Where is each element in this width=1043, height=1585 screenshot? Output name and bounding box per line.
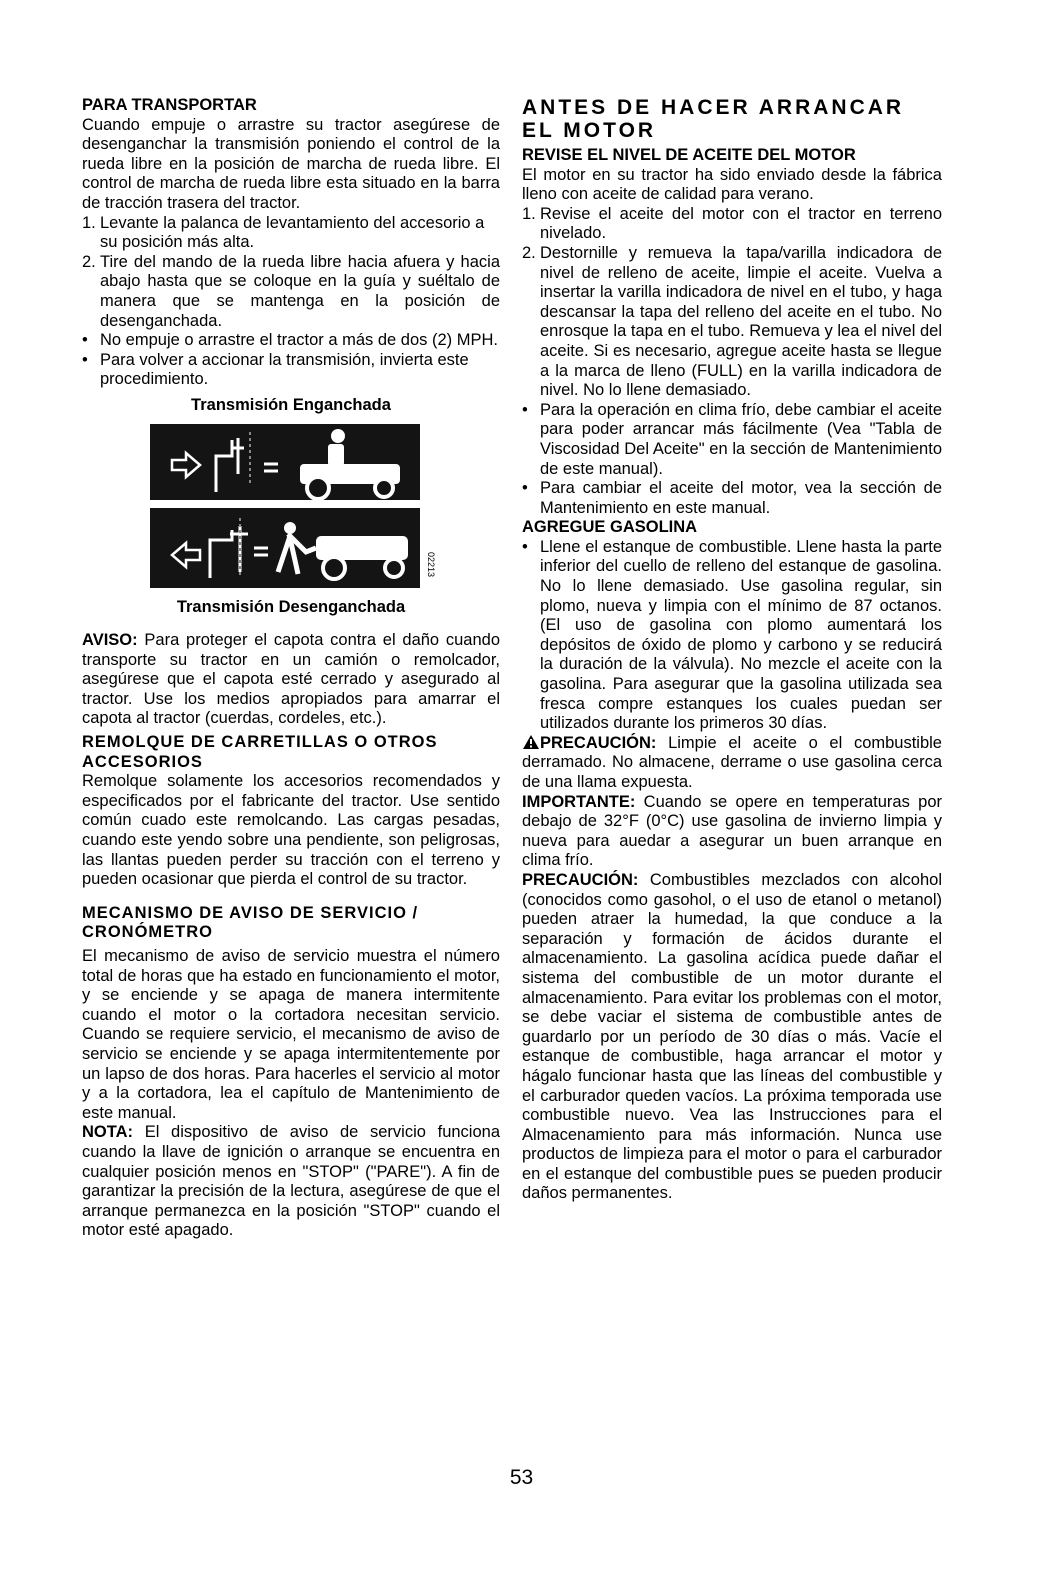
bullet-2 [522, 479, 942, 518]
remolque-heading: REMOLQUE DE CARRETILLAS O OTROS ACCESORIOS [82, 733, 438, 771]
bullet-text: Para volver a accionar la transmisión, invierta este procedimiento. [100, 350, 469, 389]
precaucion-1-label: PRECAUCIÓN: [540, 733, 657, 752]
importante-label: IMPORTANTE: [522, 792, 636, 811]
remolque-text: Remolque solamente los accesorios recomendados y especificados por el fabricante del tractor. Use sentido común cuado este remolcando. Las cargas pesadas, cuando este yendo sobre una pendiente, son peligrosas, las llantas pueden perder su tracción con el terreno y pueden ocasionar que pierda el control de su tractor. [82, 772, 500, 889]
precaucion-2-label: PRECAUCIÓN: [522, 870, 639, 889]
transmission-diagram [150, 422, 436, 594]
step-1 [82, 214, 500, 253]
page-number: 53 [509, 1466, 534, 1489]
bullet-marker: • [522, 400, 528, 419]
nota-paragraph [82, 1123, 500, 1241]
revise-heading: REVISE EL NIVEL DE ACEITE DEL MOTOR [522, 146, 856, 164]
importante-paragraph [522, 793, 942, 871]
warning-icon [522, 734, 540, 750]
mecanismo-heading: MECANISMO DE AVISO DE SERVICIO / CRONÓMETRO [82, 903, 419, 942]
step-2 [82, 253, 500, 331]
bullet-marker: • [522, 479, 528, 498]
step-1 [522, 205, 942, 244]
step-text: Levante la palanca de levantamiento del accesorio a su posición más alta. [100, 213, 485, 252]
aviso-label: AVISO: [82, 631, 138, 650]
bullet-text: No empuje o arrastre el tractor a más de dos (2) MPH. [100, 331, 498, 350]
step-text: Destornille y remueva la tapa/varilla indicadora de nivel de relleno de aceite, limpie el aceite. Vuelva a insertar la varilla indicadora de nivel en el tubo, y haga descansar la tapa del relleno del aceite en el tubo. No enrosque la tapa en el tubo. Remueva y lea el nivel del aceite. Si es necesario, agregue aceite hasta se llegue a la marca de lleno (FULL) en la varilla indicadora de nivel. No lo llene demasiado. [540, 243, 942, 400]
bullet-3 [522, 538, 942, 734]
aviso-paragraph [82, 631, 500, 729]
nota-label: NOTA: [82, 1123, 134, 1142]
precaucion-1-text: Limpie el aceite o el combustible derramado. No almacene, derrame o use gasolina cerca de una llama expuesta. [522, 733, 942, 791]
step-marker: 2. [522, 243, 536, 262]
engaged-panel [150, 424, 420, 500]
precaucion-2-paragraph [522, 871, 942, 1204]
step-text: Revise el aceite del motor con el tractor en terreno nivelado. [540, 204, 942, 243]
disengaged-panel [150, 508, 420, 588]
bullet-1 [82, 331, 500, 351]
bullet-text: Llene el estanque de combustible. Llene hasta la parte inferior del cuello de relleno del estanque de gasolina. No lo llene demasiado. Use gasolina regular, sin plomo, nueva y limpia con el mínimo de 87 octanos. (El uso de gasolina con plomo aumentará los depósitos de óxido de plomo y carbono y se reducirá la duración de la válvula). No mezcle el aceite con la gasolina. Para asegurar que la gasolina utilizada sea fresca compre estanques los cuales puedan ser utilizados durante los primeros 30 días. [540, 537, 942, 733]
bullet-text: Para la operación en clima frío, debe cambiar el aceite para poder arrancar más fácilmente (Vea "Tabla de Viscosidad Del Aceite" en la sección de Mantenimiento de este manual). [540, 400, 942, 478]
transport-intro: Cuando empuje o arrastre su tractor asegúrese de desenganchar la transmisión poniendo el control de la rueda libre en la posición de marcha de rueda libre. El control de marcha de rueda libre esta situado en la barra de tracción trasera del tractor. [82, 115, 500, 212]
transport-heading: PARA TRANSPORTAR [82, 96, 257, 114]
caption-engaged: Transmisión Enganchada [191, 395, 391, 414]
caption-disengaged: Transmisión Desenganchada [176, 597, 406, 616]
bullet-marker: • [522, 537, 528, 556]
step-2 [522, 244, 942, 401]
mecanismo-text: El mecanismo de aviso de servicio muestra el número total de horas que ha estado en funcionamiento el motor, y se enciende y se apaga de manera intermitente cuando el motor o la cortadora necesitan servicio. Cuando se requiere servicio, el mecanismo de aviso de servicio se enciende y se apaga intermitentemente por un lapso de dos horas. Para hacerles el servicio al motor y a la cortadora, lea el capítulo de Mantenimiento de este manual. [82, 947, 500, 1122]
nota-text: El dispositivo de aviso de servicio funciona cuando la llave de ignición o arranque se encuentra en cualquier posición menos en "STOP" ("PARE"). A fin de garantizar la precisión de la lectura, asegúrese de que el arranque permanezca en la posición "STOP" cuando el motor esté apagado. [82, 1123, 500, 1240]
step-text: Tire del mando de la rueda libre hacia afuera y hacia abajo hasta que se coloque en la guía y suéltalo de manera que se mantenga en la posición de desenganchada. [100, 252, 500, 330]
gasolina-heading: AGREGUE GASOLINA [522, 518, 698, 537]
importante-text: Cuando se opere en temperaturas por debajo de 32°F (0°C) use gasolina de invierno limpia y nueva para auedar a asegurar un buen arranque en clima frío. [522, 792, 942, 870]
bullet-text: Para cambiar el aceite del motor, vea la sección de Mantenimiento en este manual. [540, 479, 942, 517]
step-marker: 1. [82, 213, 96, 232]
figure-code: 02213 [426, 551, 436, 577]
bullet-marker: • [82, 350, 88, 369]
left-column [82, 96, 500, 1241]
precaucion-1-paragraph [522, 734, 942, 793]
bullet-marker: • [82, 331, 88, 350]
aviso-text: Para proteger el capota contra el daño cuando transporte su tractor en un camión o remolcador, asegúrese que el capota esté cerrado y asegurado al tractor. Use los medios apropiados para amarrar el capota al tractor (cuerdas, cordeles, etc.). [82, 631, 500, 728]
bullet-2 [82, 351, 500, 390]
revise-intro: El motor en su tractor ha sido enviado desde la fábrica lleno con aceite de calidad para verano. [522, 165, 942, 204]
step-marker: 2. [82, 252, 96, 271]
right-column [522, 96, 942, 1204]
main-heading: ANTES DE HACER ARRANCAR EL MOTOR [522, 96, 905, 142]
bullet-1 [522, 401, 942, 479]
precaucion-2-text: Combustibles mezclados con alcohol (conocidos como gasohol, o el uso de etanol o metanol) pueden atraer la humedad, la que conduce a la separación y formación de ácidos durante el almacenamiento. La gasolina acídica puede dañar el sistema del combustible de un motor durante el almacenamiento. Para evitar los problemas con el motor, se debe vaciar el sistema de combustible antes de guardarlo por un período de 30 días o más. Vacíe el estanque de combustible, haga arrancar el motor y hágalo funcionar hasta que las líneas del combustible y el carburador queden vacíos. La próxima temporada use combustible nuevo. Vea las Instrucciones para el Almacenamiento para más información. Nunca use productos de limpieza para el motor o para el carburador en el estanque del combustible pues se pueden producir daños permanentes. [522, 870, 942, 1203]
step-marker: 1. [522, 204, 536, 223]
